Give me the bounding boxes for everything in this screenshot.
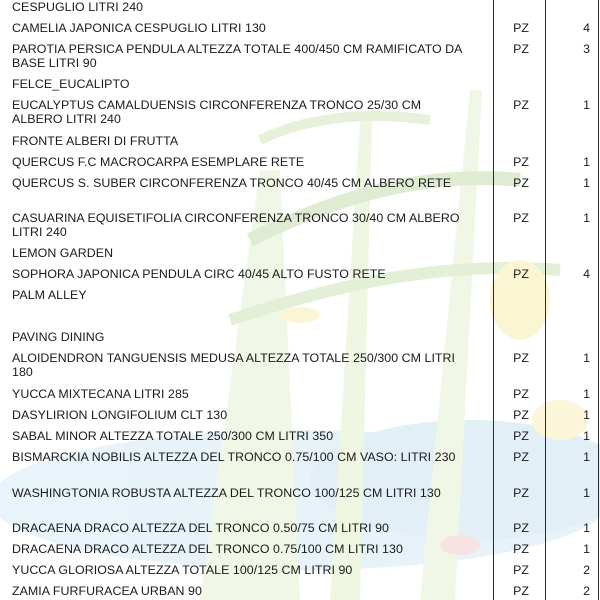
item-description: SOPHORA JAPONICA PENDULA CIRC 40/45 ALTO FUSTO RETE: [12, 267, 386, 281]
item-unit: PZ: [513, 429, 529, 443]
item-description: DRACAENA DRACO ALTEZZA DEL TRONCO 0.75/100 CM LITRI 130: [12, 542, 403, 556]
item-quantity: 4: [583, 21, 590, 35]
item-unit: PZ: [513, 584, 529, 598]
item-quantity: 2: [583, 584, 590, 598]
item-unit: PZ: [513, 267, 529, 281]
item-description: QUERCUS F.C MACROCARPA ESEMPLARE RETE: [12, 155, 305, 169]
item-quantity: 1: [583, 408, 590, 422]
item-description: CASUARINA EQUISETIFOLIA CIRCONFERENZA TRONCO 30/40 CM ALBERO LITRI 240: [12, 211, 460, 239]
item-unit: PZ: [513, 408, 529, 422]
item-quantity: 1: [583, 429, 590, 443]
item-description: YUCCA GLORIOSA ALTEZZA TOTALE 100/125 CM LITRI 90: [12, 563, 353, 577]
item-description: QUERCUS S. SUBER CIRCONFERENZA TRONCO 40/45 CM ALBERO RETE: [12, 176, 452, 190]
item-description: YUCCA MIXTECANA LITRI 285: [12, 387, 189, 401]
item-quantity: 1: [583, 542, 590, 556]
item-description: BISMARCKIA NOBILIS ALTEZZA DEL TRONCO 0.75/100 CM VASO: LITRI 230: [12, 450, 456, 464]
item-unit: PZ: [513, 486, 529, 500]
column-divider: [493, 0, 494, 600]
item-unit: PZ: [513, 542, 529, 556]
item-unit: PZ: [513, 521, 529, 535]
item-quantity: 1: [583, 211, 590, 225]
item-quantity: 1: [583, 98, 590, 112]
item-description: EUCALYPTUS CAMALDUENSIS CIRCONFERENZA TRONCO 25/30 CM ALBERO LITRI 240: [12, 98, 422, 126]
item-description: CESPUGLIO LITRI 240: [12, 0, 144, 14]
item-quantity: 1: [583, 176, 590, 190]
item-unit: PZ: [513, 98, 529, 112]
item-unit: PZ: [513, 176, 529, 190]
item-quantity: 1: [583, 486, 590, 500]
item-quantity: 1: [583, 521, 590, 535]
item-unit: PZ: [513, 211, 529, 225]
item-unit: PZ: [513, 450, 529, 464]
section-heading: FELCE_EUCALIPTO: [12, 77, 130, 91]
item-description: ALOIDENDRON TANGUENSIS MEDUSA ALTEZZA TOTALE 250/300 CM LITRI 180: [12, 351, 456, 379]
item-description: WASHINGTONIA ROBUSTA ALTEZZA DEL TRONCO 100/125 CM LITRI 130: [12, 486, 441, 500]
item-quantity: 3: [583, 42, 590, 56]
column-divider: [545, 0, 546, 600]
section-heading: LEMON GARDEN: [12, 246, 114, 260]
item-description: DRACAENA DRACO ALTEZZA DEL TRONCO 0.50/75 CM LITRI 90: [12, 521, 389, 535]
item-unit: PZ: [513, 387, 529, 401]
section-heading: FRONTE ALBERI DI FRUTTA: [12, 134, 179, 148]
item-unit: PZ: [513, 563, 529, 577]
item-description: CAMELIA JAPONICA CESPUGLIO LITRI 130: [12, 21, 266, 35]
item-quantity: 1: [583, 351, 590, 365]
section-heading: PALM ALLEY: [12, 288, 87, 302]
item-description: PAROTIA PERSICA PENDULA ALTEZZA TOTALE 400/450 CM RAMIFICATO DA BASE LITRI 90: [12, 42, 462, 70]
item-description: SABAL MINOR ALTEZZA TOTALE 250/300 CM LITRI 350: [12, 429, 334, 443]
section-heading: PAVING DINING: [12, 330, 105, 344]
item-unit: PZ: [513, 21, 529, 35]
item-quantity: 2: [583, 563, 590, 577]
item-unit: PZ: [513, 351, 529, 365]
item-unit: PZ: [513, 155, 529, 169]
column-divider: [598, 0, 599, 600]
item-description: DASYLIRION LONGIFOLIUM CLT 130: [12, 408, 228, 422]
item-quantity: 1: [583, 387, 590, 401]
item-description: ZAMIA FURFURACEA URBAN 90: [12, 584, 202, 598]
item-quantity: 4: [583, 267, 590, 281]
item-quantity: 1: [583, 450, 590, 464]
item-quantity: 1: [583, 155, 590, 169]
item-unit: PZ: [513, 42, 529, 56]
